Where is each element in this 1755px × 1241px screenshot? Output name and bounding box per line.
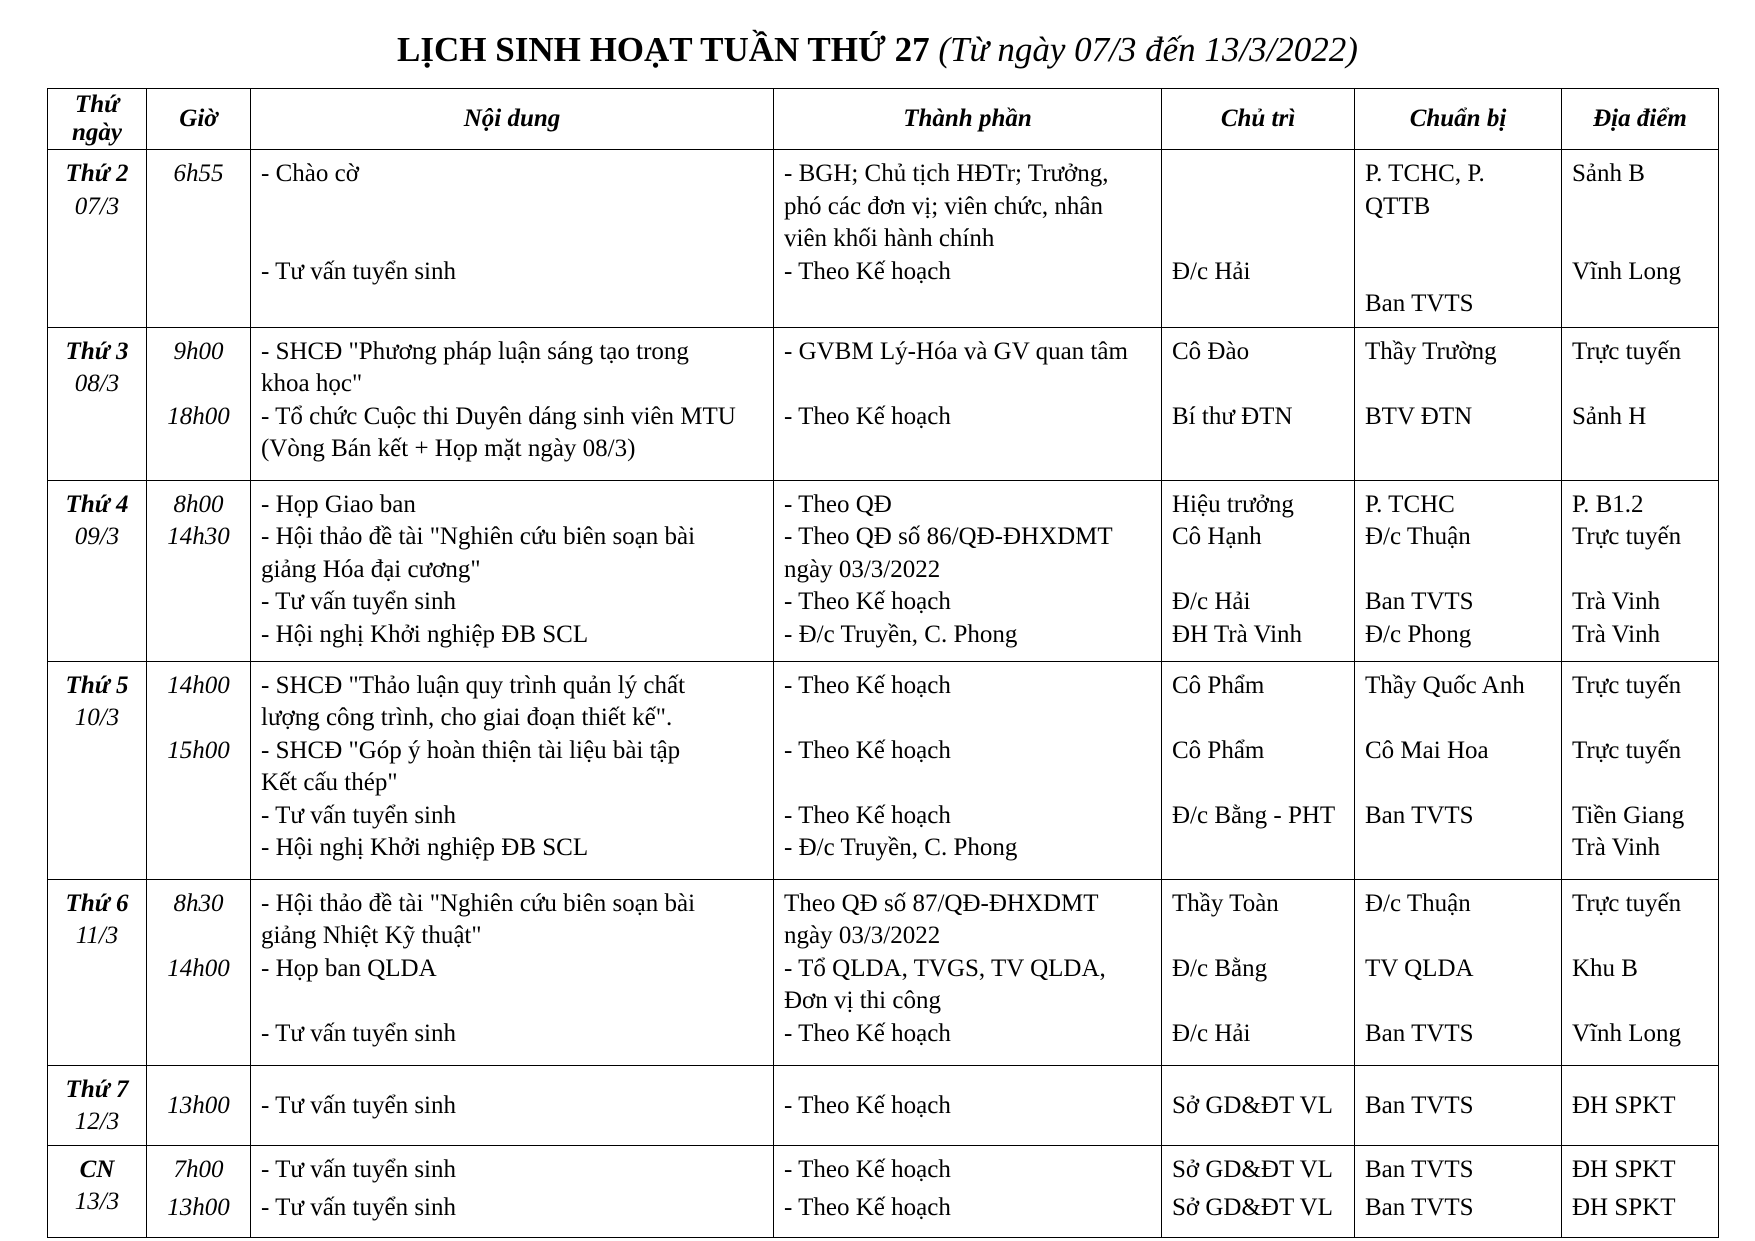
prep-line: Ban TVTS xyxy=(1365,290,1474,317)
day-date: 09/3 xyxy=(74,523,120,550)
prep-line: Ban TVTS xyxy=(1365,1091,1474,1119)
place-line: Khu B xyxy=(1572,954,1638,982)
day-cell xyxy=(48,1145,147,1237)
chair-line: Sở GD&ĐT VL xyxy=(1172,1194,1333,1221)
day-cell xyxy=(48,327,147,480)
prep-cell xyxy=(1355,1145,1562,1237)
prep-line: Thầy Quốc Anh xyxy=(1365,671,1525,699)
content-line: - Hội nghị Khởi nghiệp ĐB SCL xyxy=(261,834,589,861)
participants-cell xyxy=(774,879,1162,1065)
content-line: giảng Nhiệt Kỹ thuật" xyxy=(261,922,482,949)
header-chair: Chủ trì xyxy=(1162,89,1355,150)
content-cell xyxy=(251,327,774,480)
content-line: - Họp ban QLDA xyxy=(261,954,437,982)
place-cell xyxy=(1562,480,1719,661)
content-line: - Tư vấn tuyển sinh xyxy=(261,588,457,615)
content-line: - Hội nghị Khởi nghiệp ĐB SCL xyxy=(261,620,589,648)
place-line: Sảnh B xyxy=(1572,160,1645,187)
time-value: 14h00 xyxy=(167,954,230,982)
participants-line: - Theo Kế hoạch xyxy=(784,801,951,829)
chair-line: ĐH Trà Vinh xyxy=(1172,620,1303,648)
chair-cell xyxy=(1162,480,1355,661)
time-value: 6h55 xyxy=(173,160,224,187)
chair-line: Đ/c Bằng xyxy=(1172,954,1268,982)
content-line: - Họp Giao ban xyxy=(261,490,416,518)
content-line: - SHCĐ "Góp ý hoàn thiện tài liệu bài tập xyxy=(261,736,681,764)
time-cell xyxy=(147,661,251,879)
chair-cell xyxy=(1162,1065,1355,1145)
table-row xyxy=(48,327,1719,480)
participants-line: - Theo Kế hoạch xyxy=(784,671,951,699)
time-value: 9h00 xyxy=(173,337,224,365)
content-line: - SHCĐ "Thảo luận quy trình quản lý chất xyxy=(261,671,686,699)
place-line: ĐH SPKT xyxy=(1572,1194,1676,1221)
place-line: Vĩnh Long xyxy=(1572,1019,1682,1047)
time-cell xyxy=(147,327,251,480)
content-cell xyxy=(251,661,774,879)
day-date: 11/3 xyxy=(75,922,119,949)
header-day-line-1: Thứ xyxy=(74,91,120,118)
participants-line: - Theo Kế hoạch xyxy=(784,1019,951,1047)
place-line: ĐH SPKT xyxy=(1572,1155,1676,1183)
participants-cell xyxy=(774,150,1162,328)
content-cell xyxy=(251,1065,774,1145)
place-line: Trực tuyến xyxy=(1572,889,1682,917)
chair-cell xyxy=(1162,1145,1355,1237)
place-line: Trực tuyến xyxy=(1572,337,1682,365)
content-cell xyxy=(251,1145,774,1237)
header-time: Giờ xyxy=(147,89,251,150)
page-title xyxy=(0,28,1755,72)
header-participants: Thành phần xyxy=(774,89,1162,150)
content-cell xyxy=(251,480,774,661)
content-line: giảng Hóa đại cương" xyxy=(261,555,481,583)
place-line: Trực tuyến xyxy=(1572,523,1682,550)
participants-cell xyxy=(774,1145,1162,1237)
place-line: Trực tuyến xyxy=(1572,736,1682,764)
header-place: Địa điểm xyxy=(1562,89,1719,150)
participants-line: - Theo Kế hoạch xyxy=(784,402,951,430)
place-line: Sảnh H xyxy=(1572,402,1647,430)
participants-line: - Theo Kế hoạch xyxy=(784,1091,951,1119)
chair-line: Đ/c Hải xyxy=(1172,588,1251,615)
day-name: Thứ 5 xyxy=(65,671,129,699)
table-row xyxy=(48,1145,1719,1237)
place-cell xyxy=(1562,661,1719,879)
chair-cell xyxy=(1162,661,1355,879)
content-line: - Tư vấn tuyển sinh xyxy=(261,1194,457,1221)
day-date: 13/3 xyxy=(74,1188,120,1215)
header-day xyxy=(48,89,147,150)
content-line: khoa học" xyxy=(261,370,363,397)
prep-line: Ban TVTS xyxy=(1365,801,1474,829)
chair-line: Bí thư ĐTN xyxy=(1172,402,1293,430)
participants-cell xyxy=(774,661,1162,879)
content-line: lượng công trình, cho giai đoạn thiết kế". xyxy=(261,704,673,731)
chair-line: Cô Hạnh xyxy=(1172,523,1262,550)
content-cell xyxy=(251,879,774,1065)
prep-line: Ban TVTS xyxy=(1365,1019,1474,1047)
participants-line: - Theo QĐ xyxy=(784,490,892,518)
header-day-line-2: ngày xyxy=(72,119,122,146)
time-value: 15h00 xyxy=(167,736,230,764)
chair-line: Sở GD&ĐT VL xyxy=(1172,1155,1333,1183)
table-row xyxy=(48,879,1719,1065)
participants-line: - Theo Kế hoạch xyxy=(784,1194,951,1221)
table-row xyxy=(48,150,1719,328)
prep-line: P. TCHC, P. QTTB xyxy=(1365,160,1485,220)
chair-line: Hiệu trưởng xyxy=(1172,490,1294,518)
content-line: Kết cấu thép" xyxy=(261,769,398,796)
chair-line: Cô Phẩm xyxy=(1172,671,1265,699)
participants-line: - Theo Kế hoạch xyxy=(784,1155,951,1183)
prep-line: P. TCHC xyxy=(1365,490,1455,518)
table-row xyxy=(48,661,1719,879)
day-cell xyxy=(48,1065,147,1145)
day-date: 08/3 xyxy=(74,370,120,397)
chair-line: Đ/c Hải xyxy=(1172,1019,1251,1047)
place-line: P. B1.2 xyxy=(1572,490,1644,518)
time-value: 18h00 xyxy=(167,402,230,430)
time-value: 14h30 xyxy=(167,523,230,550)
content-cell xyxy=(251,150,774,328)
chair-cell xyxy=(1162,150,1355,328)
day-cell xyxy=(48,661,147,879)
day-name: Thứ 2 xyxy=(65,160,129,187)
content-line: - Tư vấn tuyển sinh xyxy=(261,1019,457,1047)
prep-cell xyxy=(1355,879,1562,1065)
table-row xyxy=(48,480,1719,661)
prep-line: Ban TVTS xyxy=(1365,588,1474,615)
content-line: (Vòng Bán kết + Họp mặt ngày 08/3) xyxy=(261,435,636,462)
place-line: Vĩnh Long xyxy=(1572,257,1682,285)
day-name: Thứ 3 xyxy=(65,337,129,365)
prep-line: Thầy Trường xyxy=(1365,337,1497,365)
participants-line: ngày 03/3/2022 xyxy=(784,555,941,583)
schedule-table xyxy=(47,88,1719,1238)
place-cell xyxy=(1562,1145,1719,1237)
day-cell xyxy=(48,480,147,661)
participants-line: - Theo Kế hoạch xyxy=(784,736,951,764)
chair-line: Sở GD&ĐT VL xyxy=(1172,1091,1333,1119)
time-value: 13h00 xyxy=(167,1091,230,1119)
participants-line: Đơn vị thi công xyxy=(784,987,941,1014)
participants-cell xyxy=(774,1065,1162,1145)
content-line: - Hội thảo đề tài "Nghiên cứu biên soạn bài xyxy=(261,889,696,917)
prep-cell xyxy=(1355,150,1562,328)
day-name: Thứ 6 xyxy=(65,889,129,917)
chair-cell xyxy=(1162,327,1355,480)
day-cell xyxy=(48,150,147,328)
content-line: - Tổ chức Cuộc thi Duyên dáng sinh viên MTU xyxy=(261,402,736,430)
time-value: 7h00 xyxy=(173,1155,224,1183)
content-line: - Hội thảo đề tài "Nghiên cứu biên soạn bài xyxy=(261,523,696,550)
participants-line: - Tổ QLDA, TVGS, TV QLDA, xyxy=(784,954,1106,982)
place-line: Trà Vinh xyxy=(1572,620,1661,648)
chair-line: Cô Phẩm xyxy=(1172,736,1265,764)
time-cell xyxy=(147,1065,251,1145)
content-line: - Tư vấn tuyển sinh xyxy=(261,801,457,829)
prep-line: Đ/c Thuận xyxy=(1365,523,1471,550)
day-name: Thứ 7 xyxy=(65,1075,129,1103)
prep-cell xyxy=(1355,480,1562,661)
participants-line: - BGH; Chủ tịch HĐTr; Trưởng, xyxy=(784,160,1109,187)
participants-line: - Theo QĐ số 86/QĐ-ĐHXDMT xyxy=(784,523,1113,550)
content-line: - Chào cờ xyxy=(261,160,359,187)
day-name: Thứ 4 xyxy=(65,490,129,518)
participants-line: phó các đơn vị; viên chức, nhân xyxy=(784,192,1104,220)
place-cell xyxy=(1562,150,1719,328)
place-cell xyxy=(1562,879,1719,1065)
day-name: CN xyxy=(79,1155,115,1183)
participants-line: viên khối hành chính xyxy=(784,225,995,252)
content-line: - Tư vấn tuyển sinh xyxy=(261,1091,457,1119)
time-cell xyxy=(147,1145,251,1237)
participants-line: ngày 03/3/2022 xyxy=(784,922,941,949)
place-line: ĐH SPKT xyxy=(1572,1091,1676,1119)
prep-line: Ban TVTS xyxy=(1365,1194,1474,1221)
time-cell xyxy=(147,150,251,328)
time-cell xyxy=(147,480,251,661)
header-prep: Chuẩn bị xyxy=(1355,89,1562,150)
chair-line: Thầy Toàn xyxy=(1172,889,1279,917)
prep-cell xyxy=(1355,327,1562,480)
time-value: 8h00 xyxy=(173,490,224,518)
place-line: Tiền Giang xyxy=(1572,801,1685,829)
participants-line: - Theo Kế hoạch xyxy=(784,588,951,615)
participants-cell xyxy=(774,327,1162,480)
participants-line: - Đ/c Truyền, C. Phong xyxy=(784,834,1018,861)
chair-cell xyxy=(1162,879,1355,1065)
chair-line: Đ/c Hải xyxy=(1172,257,1251,285)
place-line: Trà Vinh xyxy=(1572,588,1661,615)
content-line: - Tư vấn tuyển sinh xyxy=(261,1155,457,1183)
prep-line: Đ/c Phong xyxy=(1365,620,1472,648)
table-row xyxy=(48,1065,1719,1145)
day-date: 12/3 xyxy=(74,1108,120,1135)
prep-line: Đ/c Thuận xyxy=(1365,889,1471,917)
day-cell xyxy=(48,879,147,1065)
prep-cell xyxy=(1355,1065,1562,1145)
participants-line: - Đ/c Truyền, C. Phong xyxy=(784,620,1018,648)
place-cell xyxy=(1562,327,1719,480)
time-value: 13h00 xyxy=(167,1194,230,1221)
day-date: 07/3 xyxy=(74,192,120,220)
place-line: Trực tuyến xyxy=(1572,671,1682,699)
participants-line: Theo QĐ số 87/QĐ-ĐHXDMT xyxy=(784,889,1099,917)
prep-line: Cô Mai Hoa xyxy=(1365,736,1489,764)
place-cell xyxy=(1562,1065,1719,1145)
time-value: 8h30 xyxy=(173,889,224,917)
prep-cell xyxy=(1355,661,1562,879)
title-main: LỊCH SINH HOẠT TUẦN THỨ 27 xyxy=(397,30,930,69)
header-row xyxy=(48,89,1719,150)
prep-line: TV QLDA xyxy=(1365,954,1474,982)
content-line: - SHCĐ "Phương pháp luận sáng tạo trong xyxy=(261,337,689,365)
prep-line: Ban TVTS xyxy=(1365,1155,1474,1183)
day-date: 10/3 xyxy=(74,704,120,731)
participants-line: - GVBM Lý-Hóa và GV quan tâm xyxy=(784,337,1128,365)
chair-line: Cô Đào xyxy=(1172,337,1250,365)
chair-line: Đ/c Bằng - PHT xyxy=(1172,801,1336,829)
time-cell xyxy=(147,879,251,1065)
time-value: 14h00 xyxy=(167,671,230,699)
participants-cell xyxy=(774,480,1162,661)
content-line: - Tư vấn tuyển sinh xyxy=(261,257,457,285)
prep-line: BTV ĐTN xyxy=(1365,402,1473,430)
place-line: Trà Vinh xyxy=(1572,834,1661,861)
title-date-range: (Từ ngày 07/3 đến 13/3/2022) xyxy=(938,30,1358,69)
participants-line: - Theo Kế hoạch xyxy=(784,257,951,285)
header-content: Nội dung xyxy=(251,89,774,150)
